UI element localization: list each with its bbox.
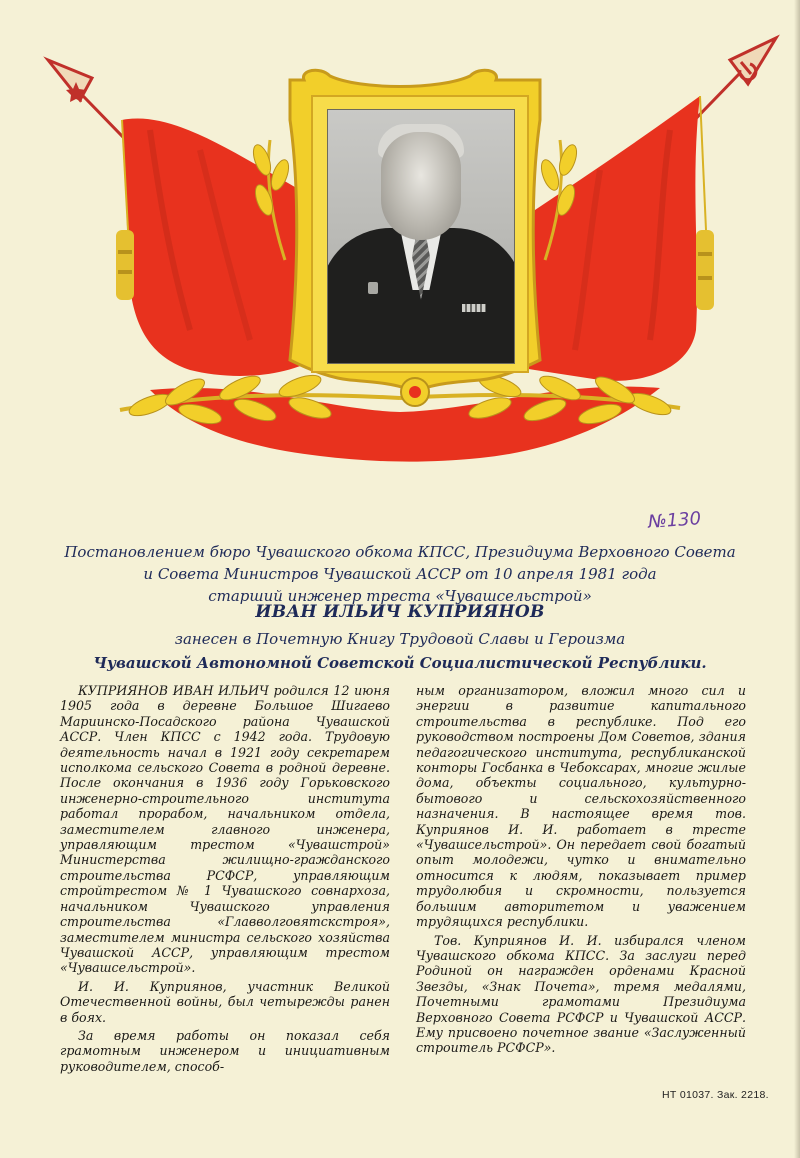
heading-line-5: Чувашской Автономной Советской Социалистической Республики. bbox=[93, 654, 707, 672]
bio-paragraph-5: Тов. Куприянов И. И. избирался членом Чувашского обкома КПСС. За заслуги перед Родиной он награжден орденами Красной Звезды, «Знак Почета», тремя медалями, Почетными грамотами Президиума Верховного Совета РСФСР и Чувашской АССР. Ему присвоено почетное звание «Заслуженный строитель РСФСР». bbox=[416, 932, 746, 1056]
bio-paragraph-2: И. И. Куприянов, участник Великой Отечественной войны, был четырежды ранен в боях. bbox=[60, 978, 390, 1025]
heading-line-2: и Совета Министров Чувашской АССР от 10 апреля 1981 года bbox=[143, 565, 657, 583]
bio-paragraph-3: За время работы он показал себя грамотным инженером и инициативным руководителем, способ- bbox=[60, 1027, 390, 1074]
bio-paragraph-4: ным организатором, вложил много сил и энергии в развитие капитального строительства в республике. Под его руководством построены Дом Советов, здания педагогического института, республиканской конторы Госбанка в Чебоксарах, многие жилые дома, объекты социального, культурно-бытового и сельскохозяйственного назначения. В настоящее время тов. Куприянов И. И. работает в тресте «Чувашсельстрой». Он передает свой богатый опыт молодежи, чутко и внимательно относится к людям, показывает пример трудолюбия и скромности, пользуется большим авторитетом и уважением трудящихся республики. bbox=[416, 683, 746, 930]
portrait-photo bbox=[327, 109, 515, 364]
heading-line-4: занесен в Почетную Книгу Трудовой Славы и Героизма bbox=[174, 630, 626, 648]
heading-line-3: старший инженер треста «Чувашсельстрой» bbox=[208, 587, 592, 605]
handwritten-number: №130 bbox=[647, 508, 702, 533]
biography-right-column bbox=[416, 683, 746, 1059]
star-icon bbox=[48, 60, 92, 102]
right-tassel bbox=[696, 96, 714, 310]
heading-line-1: Постановлением бюро Чувашского обкома КПСС, Президиума Верховного Совета bbox=[64, 543, 736, 561]
biography-left-column bbox=[60, 683, 390, 1077]
frame-rosette bbox=[401, 378, 429, 406]
page-edge bbox=[794, 0, 800, 1158]
print-info-footer: НТ 01037. Зак. 2218. bbox=[662, 1089, 769, 1101]
bio-paragraph-1: КУПРИЯНОВ ИВАН ИЛЬИЧ родился 12 июня 1905 года в деревне Большое Шигаево Мариинско-Посадского района Чувашской АССР. Член КПСС с 1942 года. Трудовую деятельность начал в 1921 году секретарем исполкома сельского Совета в родной деревне. После окончания в 1936 году Горьковского инженерно-строительного института работал прорабом, начальником отдела, заместителем главного инженера, управляющим трестом «Чувашстрой» Министерства жилищно-гражданского строительства РСФСР, управляющим стройтрестом № 1 Чувашского совнархоза, начальником Чувашского управления строительства «Главволговятскстроя», заместителем министра сельского хозяйства Чувашской АССР, управляющим трестом «Чувашсельстрой». bbox=[60, 683, 390, 976]
honoree-name: ИВАН ИЛЬИЧ КУПРИЯНОВ bbox=[255, 602, 545, 622]
